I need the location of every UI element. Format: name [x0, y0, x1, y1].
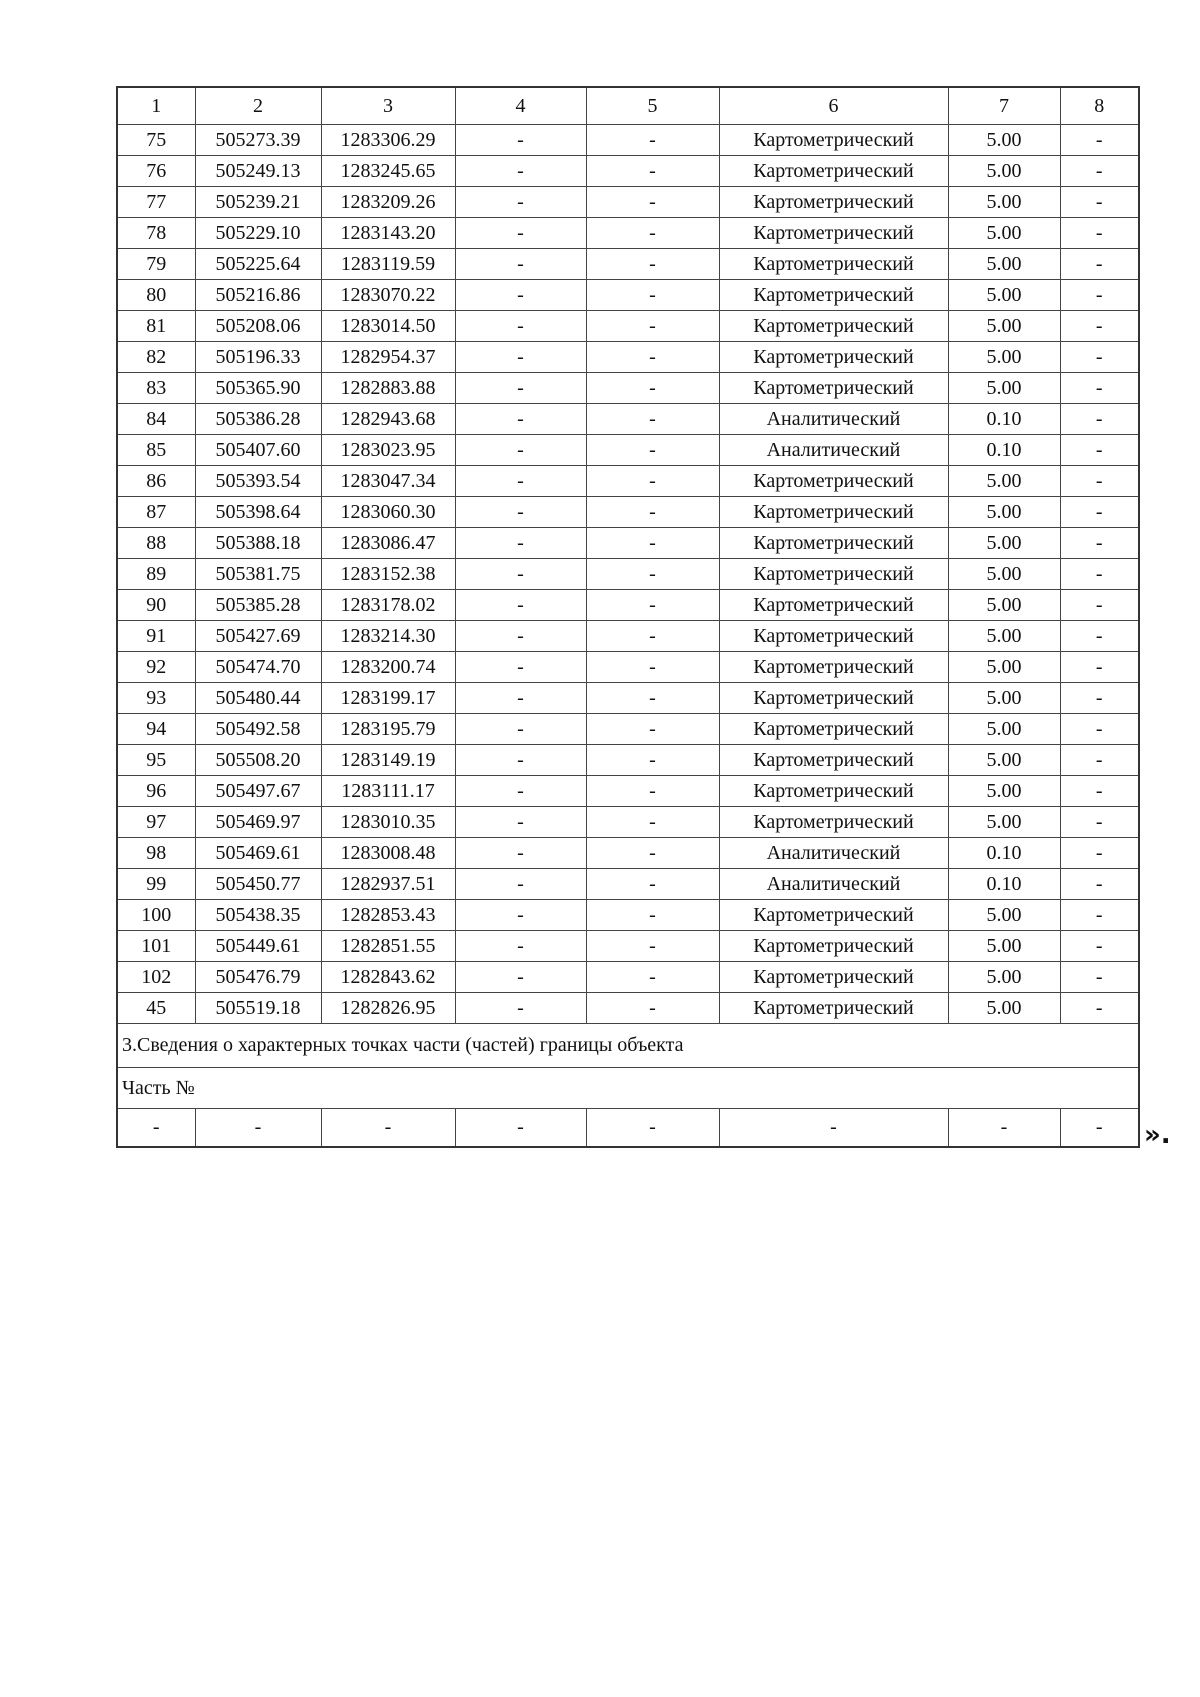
table-cell: -	[586, 497, 719, 528]
table-cell: 1282954.37	[321, 342, 455, 373]
table-row	[117, 497, 1139, 528]
table-cell: 5.00	[948, 125, 1060, 156]
table-cell: 80	[117, 280, 195, 311]
table-cell: 5.00	[948, 962, 1060, 993]
table-cell: -	[586, 466, 719, 497]
table-cell: -	[586, 435, 719, 466]
table-row	[117, 404, 1139, 435]
table-cell: Картометрический	[719, 528, 948, 559]
table-cell: Картометрический	[719, 156, 948, 187]
table-cell: 505450.77	[195, 869, 321, 900]
table-row	[117, 621, 1139, 652]
table-cell: 505386.28	[195, 404, 321, 435]
table-cell: 89	[117, 559, 195, 590]
table-cell: 505469.97	[195, 807, 321, 838]
table-cell: 1283008.48	[321, 838, 455, 869]
table-cell: 505438.35	[195, 900, 321, 931]
table-cell: -	[1060, 187, 1139, 218]
table-cell: 76	[117, 156, 195, 187]
table-cell: Картометрический	[719, 993, 948, 1024]
table-cell: -	[455, 311, 586, 342]
table-cell: 1283010.35	[321, 807, 455, 838]
table-row	[117, 652, 1139, 683]
table-cell: -	[1060, 807, 1139, 838]
table-cell: Картометрический	[719, 714, 948, 745]
table-cell: -	[1060, 218, 1139, 249]
table-cell: 5.00	[948, 466, 1060, 497]
table-cell: 83	[117, 373, 195, 404]
table-cell: 99	[117, 869, 195, 900]
section-title: 3.Сведения о характерных точках части (частей) границы объекта	[117, 1024, 1139, 1068]
table-header-row	[117, 87, 1139, 125]
table-row	[117, 187, 1139, 218]
table-row	[117, 683, 1139, 714]
table-row	[117, 745, 1139, 776]
table-cell: -	[586, 621, 719, 652]
table-cell: 0.10	[948, 435, 1060, 466]
table-cell: -	[586, 745, 719, 776]
table-row	[117, 838, 1139, 869]
table-cell: Картометрический	[719, 559, 948, 590]
table-cell: -	[455, 342, 586, 373]
table-cell: -	[586, 342, 719, 373]
table-cell: -	[195, 1109, 321, 1148]
table-cell: 5.00	[948, 559, 1060, 590]
table-cell: Аналитический	[719, 404, 948, 435]
table-cell: -	[1060, 714, 1139, 745]
table-cell: -	[455, 807, 586, 838]
table-cell: Картометрический	[719, 280, 948, 311]
table-cell: -	[1060, 404, 1139, 435]
table-cell: Картометрический	[719, 652, 948, 683]
table-cell: 505393.54	[195, 466, 321, 497]
table-cell: 5.00	[948, 807, 1060, 838]
table-row	[117, 280, 1139, 311]
table-cell: 505385.28	[195, 590, 321, 621]
table-cell: 1283149.19	[321, 745, 455, 776]
table-cell: 45	[117, 993, 195, 1024]
table-row	[117, 869, 1139, 900]
table-cell: 1283047.34	[321, 466, 455, 497]
table-cell: -	[1060, 559, 1139, 590]
table-row	[117, 776, 1139, 807]
table-cell: -	[586, 838, 719, 869]
table-cell: -	[586, 125, 719, 156]
column-header: 2	[195, 87, 321, 125]
table-cell: -	[455, 373, 586, 404]
table-cell: -	[586, 218, 719, 249]
table-cell: 1282843.62	[321, 962, 455, 993]
table-cell: -	[455, 652, 586, 683]
table-cell: 1283060.30	[321, 497, 455, 528]
table-cell: -	[1060, 373, 1139, 404]
table-cell: 0.10	[948, 869, 1060, 900]
table-cell: 94	[117, 714, 195, 745]
table-cell: 5.00	[948, 931, 1060, 962]
table-cell: -	[1060, 621, 1139, 652]
table-cell: Картометрический	[719, 342, 948, 373]
table-row	[117, 373, 1139, 404]
table-cell: 1283200.74	[321, 652, 455, 683]
table-cell: -	[1060, 652, 1139, 683]
table-cell: 1282826.95	[321, 993, 455, 1024]
table-cell: 5.00	[948, 714, 1060, 745]
table-cell: -	[586, 714, 719, 745]
table-cell: 505480.44	[195, 683, 321, 714]
table-cell: Картометрический	[719, 683, 948, 714]
table-cell: 79	[117, 249, 195, 280]
table-cell: -	[586, 559, 719, 590]
table-row	[117, 125, 1139, 156]
table-cell: 505196.33	[195, 342, 321, 373]
table-row	[117, 590, 1139, 621]
table-cell: -	[1060, 466, 1139, 497]
table-cell: Картометрический	[719, 590, 948, 621]
table-cell: 5.00	[948, 745, 1060, 776]
closing-quote-mark: ».	[1144, 1120, 1171, 1150]
table-row	[117, 931, 1139, 962]
table-cell: -	[455, 466, 586, 497]
table-cell: Картометрический	[719, 807, 948, 838]
table-cell: -	[455, 187, 586, 218]
table-cell: -	[455, 962, 586, 993]
table-cell: -	[1060, 683, 1139, 714]
table-cell: 77	[117, 187, 195, 218]
table-cell: 1283119.59	[321, 249, 455, 280]
table-cell: -	[586, 311, 719, 342]
table-cell: -	[586, 931, 719, 962]
table-cell: -	[1060, 1109, 1139, 1148]
table-row	[117, 466, 1139, 497]
table-cell: 505449.61	[195, 931, 321, 962]
table-cell: -	[455, 683, 586, 714]
table-cell: 81	[117, 311, 195, 342]
table-cell: 505508.20	[195, 745, 321, 776]
table-cell: -	[455, 745, 586, 776]
table-cell: -	[586, 249, 719, 280]
table-cell: 1283152.38	[321, 559, 455, 590]
table-cell: 75	[117, 125, 195, 156]
table-cell: -	[455, 559, 586, 590]
table-cell: 101	[117, 931, 195, 962]
table-cell: Картометрический	[719, 187, 948, 218]
table-cell: -	[1060, 590, 1139, 621]
table-row	[117, 218, 1139, 249]
table-cell: Картометрический	[719, 962, 948, 993]
table-cell: 5.00	[948, 621, 1060, 652]
table-cell: Картометрический	[719, 373, 948, 404]
table-cell: 1283111.17	[321, 776, 455, 807]
table-cell: 92	[117, 652, 195, 683]
table-cell: -	[455, 528, 586, 559]
table-cell: -	[586, 404, 719, 435]
table-cell: 91	[117, 621, 195, 652]
table-cell: Аналитический	[719, 838, 948, 869]
table-cell: -	[1060, 993, 1139, 1024]
table-cell: 5.00	[948, 993, 1060, 1024]
table-cell: 88	[117, 528, 195, 559]
table-row	[117, 249, 1139, 280]
table-cell: -	[1060, 931, 1139, 962]
table-cell: Картометрический	[719, 311, 948, 342]
table-cell: -	[321, 1109, 455, 1148]
table-row	[117, 528, 1139, 559]
table-cell: 5.00	[948, 342, 1060, 373]
table-cell: -	[586, 156, 719, 187]
table-cell: -	[455, 776, 586, 807]
table-row	[117, 435, 1139, 466]
table-cell: 505249.13	[195, 156, 321, 187]
table-cell: 505239.21	[195, 187, 321, 218]
table-cell: Картометрический	[719, 621, 948, 652]
table-cell: 1282943.68	[321, 404, 455, 435]
table-cell: Картометрический	[719, 776, 948, 807]
table-cell: 5.00	[948, 187, 1060, 218]
table-cell: Картометрический	[719, 218, 948, 249]
table-cell: 1283245.65	[321, 156, 455, 187]
table-cell: -	[1060, 249, 1139, 280]
table-cell: -	[586, 280, 719, 311]
table-cell: Аналитический	[719, 869, 948, 900]
table-cell: Картометрический	[719, 249, 948, 280]
table-cell: 1282853.43	[321, 900, 455, 931]
table-cell: -	[455, 218, 586, 249]
table-cell: 505476.79	[195, 962, 321, 993]
table-row	[117, 900, 1139, 931]
table-cell: -	[1060, 435, 1139, 466]
table-cell: 100	[117, 900, 195, 931]
table-cell: -	[719, 1109, 948, 1148]
table-cell: 5.00	[948, 652, 1060, 683]
table-body	[117, 125, 1139, 1024]
table-cell: 505474.70	[195, 652, 321, 683]
table-row	[117, 993, 1139, 1024]
table-cell: -	[1060, 156, 1139, 187]
table-cell: 505519.18	[195, 993, 321, 1024]
table-cell: 1282851.55	[321, 931, 455, 962]
table-cell: Картометрический	[719, 125, 948, 156]
table-cell: -	[455, 1109, 586, 1148]
table-cell: -	[586, 807, 719, 838]
table-cell: 5.00	[948, 528, 1060, 559]
table-cell: -	[586, 1109, 719, 1148]
table-cell: -	[1060, 342, 1139, 373]
table-cell: 505492.58	[195, 714, 321, 745]
table-cell: 98	[117, 838, 195, 869]
column-header: 7	[948, 87, 1060, 125]
table-cell: -	[1060, 125, 1139, 156]
table-cell: -	[455, 280, 586, 311]
table-row	[117, 807, 1139, 838]
table-row	[117, 311, 1139, 342]
table-cell: 86	[117, 466, 195, 497]
table-cell: 5.00	[948, 249, 1060, 280]
table-cell: 505427.69	[195, 621, 321, 652]
table-cell: -	[455, 404, 586, 435]
table-cell: 5.00	[948, 156, 1060, 187]
table-cell: -	[455, 125, 586, 156]
table-cell: -	[586, 962, 719, 993]
table-cell: -	[455, 714, 586, 745]
table-cell: 1283199.17	[321, 683, 455, 714]
coordinates-table	[116, 86, 1140, 1148]
table-cell: 505469.61	[195, 838, 321, 869]
table-cell: 5.00	[948, 590, 1060, 621]
table-cell: 505216.86	[195, 280, 321, 311]
table-cell: 1283214.30	[321, 621, 455, 652]
table-cell: -	[586, 590, 719, 621]
table-cell: 505407.60	[195, 435, 321, 466]
column-header: 6	[719, 87, 948, 125]
table-cell: -	[586, 993, 719, 1024]
table-cell: -	[586, 900, 719, 931]
column-header: 1	[117, 87, 195, 125]
table-cell: -	[586, 373, 719, 404]
table-row	[117, 156, 1139, 187]
table-cell: 0.10	[948, 404, 1060, 435]
table-cell: 5.00	[948, 776, 1060, 807]
table-cell: 84	[117, 404, 195, 435]
table-cell: -	[455, 156, 586, 187]
empty-part-row	[117, 1109, 1139, 1148]
table-cell: 90	[117, 590, 195, 621]
table-cell: 95	[117, 745, 195, 776]
part-row	[117, 1068, 1139, 1109]
table-cell: Аналитический	[719, 435, 948, 466]
table-cell: -	[1060, 776, 1139, 807]
table-cell: -	[586, 683, 719, 714]
table-cell: 505225.64	[195, 249, 321, 280]
table-cell: 1283178.02	[321, 590, 455, 621]
table-cell: Картометрический	[719, 931, 948, 962]
table-cell: 505497.67	[195, 776, 321, 807]
table-cell: 5.00	[948, 497, 1060, 528]
table-cell: 78	[117, 218, 195, 249]
table-cell: 1283209.26	[321, 187, 455, 218]
table-cell: Картометрический	[719, 497, 948, 528]
table-cell: Картометрический	[719, 745, 948, 776]
table-cell: -	[586, 528, 719, 559]
table-cell: 87	[117, 497, 195, 528]
table-cell: 5.00	[948, 900, 1060, 931]
table-cell: -	[1060, 497, 1139, 528]
table-cell: 1283070.22	[321, 280, 455, 311]
table-cell: -	[455, 838, 586, 869]
table-cell: Картометрический	[719, 900, 948, 931]
column-header: 8	[1060, 87, 1139, 125]
table-cell: 505388.18	[195, 528, 321, 559]
table-cell: Картометрический	[719, 466, 948, 497]
table-cell: -	[455, 993, 586, 1024]
table-cell: 505208.06	[195, 311, 321, 342]
table-cell: 505381.75	[195, 559, 321, 590]
table-cell: -	[455, 931, 586, 962]
table-row	[117, 962, 1139, 993]
table-cell: 5.00	[948, 373, 1060, 404]
section-row	[117, 1024, 1139, 1068]
table-cell: 0.10	[948, 838, 1060, 869]
table-cell: -	[1060, 900, 1139, 931]
table-cell: -	[1060, 962, 1139, 993]
column-header: 4	[455, 87, 586, 125]
table-cell: -	[948, 1109, 1060, 1148]
table-cell: -	[1060, 528, 1139, 559]
column-header: 5	[586, 87, 719, 125]
table-cell: -	[455, 590, 586, 621]
table-cell: 93	[117, 683, 195, 714]
table-cell: 5.00	[948, 683, 1060, 714]
table-cell: 505229.10	[195, 218, 321, 249]
table-cell: -	[586, 652, 719, 683]
column-header: 3	[321, 87, 455, 125]
table-row	[117, 342, 1139, 373]
table-row	[117, 559, 1139, 590]
table-cell: -	[1060, 869, 1139, 900]
table-cell: 97	[117, 807, 195, 838]
table-cell: -	[586, 869, 719, 900]
table-cell: 505365.90	[195, 373, 321, 404]
table-cell: 1283143.20	[321, 218, 455, 249]
table-cell: -	[1060, 280, 1139, 311]
table-cell: 1283306.29	[321, 125, 455, 156]
table-cell: 82	[117, 342, 195, 373]
table-cell: 102	[117, 962, 195, 993]
table-cell: -	[117, 1109, 195, 1148]
table-cell: -	[455, 249, 586, 280]
table-cell: -	[455, 869, 586, 900]
table-cell: 1283014.50	[321, 311, 455, 342]
table-cell: 5.00	[948, 280, 1060, 311]
table-cell: -	[455, 497, 586, 528]
table-cell: 1283195.79	[321, 714, 455, 745]
table-cell: -	[1060, 311, 1139, 342]
table-cell: 505273.39	[195, 125, 321, 156]
table-cell: 1282883.88	[321, 373, 455, 404]
table-cell: 96	[117, 776, 195, 807]
table-cell: 1282937.51	[321, 869, 455, 900]
part-label: Часть №	[117, 1068, 1139, 1109]
table-cell: -	[455, 900, 586, 931]
table-cell: -	[1060, 838, 1139, 869]
table-cell: 5.00	[948, 218, 1060, 249]
table-cell: 85	[117, 435, 195, 466]
table-cell: -	[586, 187, 719, 218]
table-cell: -	[586, 776, 719, 807]
table-cell: -	[455, 621, 586, 652]
table-cell: 1283023.95	[321, 435, 455, 466]
table-cell: 1283086.47	[321, 528, 455, 559]
table-cell: 5.00	[948, 311, 1060, 342]
table-cell: -	[455, 435, 586, 466]
table-row	[117, 714, 1139, 745]
table-cell: -	[1060, 745, 1139, 776]
table-cell: 505398.64	[195, 497, 321, 528]
